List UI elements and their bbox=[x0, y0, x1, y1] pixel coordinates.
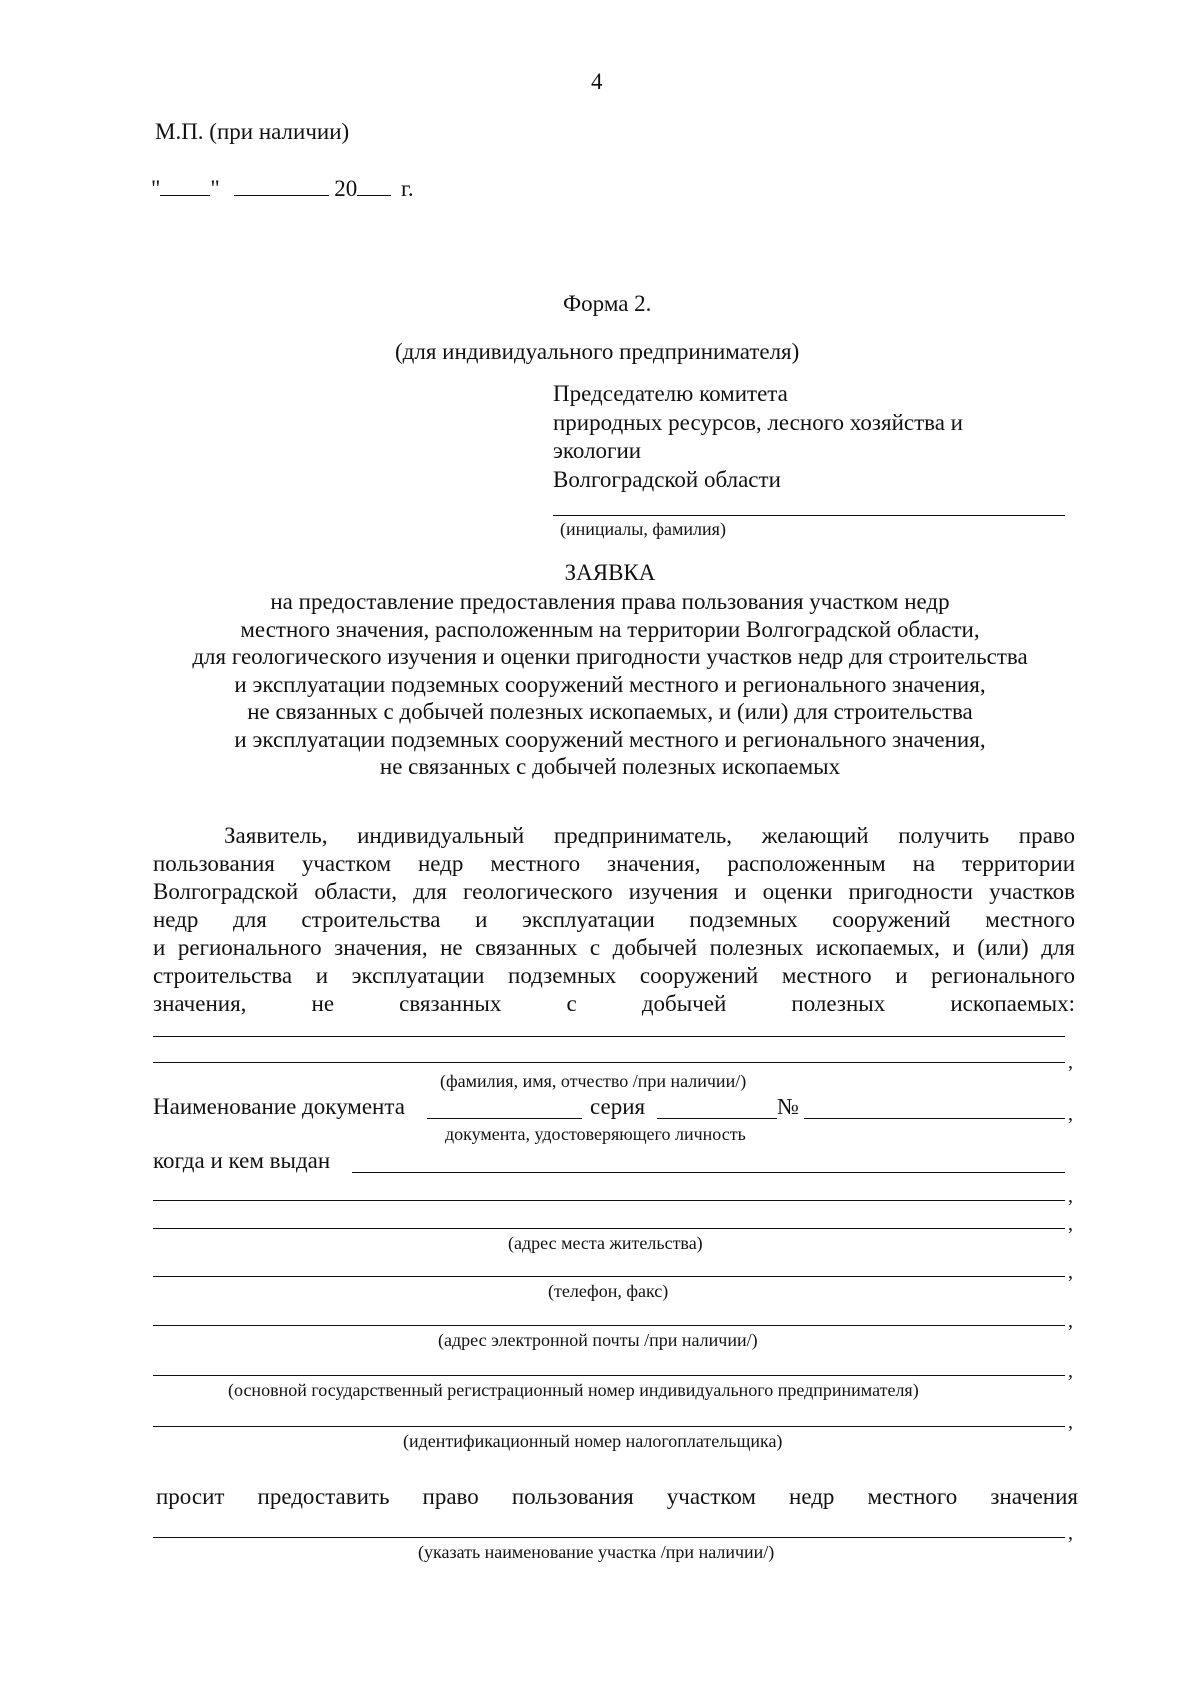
email-caption: (адрес электронной почты /при наличии/) bbox=[438, 1330, 758, 1350]
body-line-1: Заявитель, индивидуальный предприниматель, желающий получить право bbox=[224, 823, 1075, 848]
year-blank[interactable] bbox=[357, 175, 391, 196]
request-line: просит предоставить право пользования участком недр местного значения bbox=[156, 1484, 1078, 1509]
inn-comma: , bbox=[1068, 1411, 1073, 1433]
phone-caption: (телефон, факс) bbox=[548, 1281, 669, 1301]
phone-comma: , bbox=[1068, 1261, 1073, 1283]
issued-label: когда и кем выдан bbox=[153, 1148, 331, 1173]
date-quote-close: " bbox=[210, 176, 220, 201]
addressee-caption: (инициалы, фамилия) bbox=[560, 519, 726, 539]
site-caption: (указать наименование участка /при наличии/) bbox=[418, 1542, 775, 1562]
application-title bbox=[140, 588, 1080, 781]
fio-blank-1[interactable] bbox=[153, 1036, 1065, 1037]
body-line-5: и регионального значения, не связанных с добычей полезных ископаемых, и (или) для bbox=[153, 935, 1075, 960]
form-subtitle: (для индивидуального предпринимателя) bbox=[395, 339, 800, 364]
address-caption: (адрес места жительства) bbox=[508, 1233, 703, 1253]
title-line-6: и эксплуатации подземных сооружений местного и регионального значения, bbox=[234, 726, 986, 752]
body-line-7: значения, не связанных с добычей полезных ископаемых: bbox=[153, 991, 1075, 1016]
addressee-line-2: природных ресурсов, лесного хозяйства и bbox=[553, 409, 963, 435]
application-heading: ЗАЯВКА bbox=[564, 560, 656, 585]
doc-caption: документа, удостоверяющего личность bbox=[445, 1124, 746, 1144]
form-title: Форма 2. bbox=[563, 291, 652, 316]
body-paragraph bbox=[153, 822, 1075, 1018]
body-line-4: недр для строительства и эксплуатации подземных сооружений местного bbox=[153, 907, 1075, 932]
ogrnip-blank[interactable] bbox=[153, 1375, 1065, 1376]
date-quote-open: " bbox=[151, 176, 161, 201]
email-blank[interactable] bbox=[153, 1325, 1065, 1326]
site-blank[interactable] bbox=[153, 1537, 1065, 1538]
inn-blank[interactable] bbox=[153, 1426, 1065, 1427]
addressee-line-4: Волгоградской области bbox=[553, 466, 781, 492]
series-blank[interactable] bbox=[657, 1118, 777, 1119]
inn-caption: (идентификационный номер налогоплательщика) bbox=[403, 1431, 783, 1451]
fio-caption: (фамилия, имя, отчество /при наличии/) bbox=[440, 1071, 747, 1091]
title-line-2: местного значения, расположенным на территории Волгоградской области, bbox=[240, 616, 980, 642]
number-label: № bbox=[777, 1094, 799, 1119]
body-line-6: строительства и эксплуатации подземных сооружений местного и регионального bbox=[153, 963, 1075, 988]
title-line-4: и эксплуатации подземных сооружений местного и регионального значения, bbox=[234, 671, 986, 697]
year-prefix: 20 bbox=[334, 176, 358, 201]
title-line-5: не связанных с добычей полезных ископаемых, и (или) для строительства bbox=[247, 699, 973, 724]
addressee-name-blank[interactable] bbox=[553, 515, 1065, 516]
fio-blank-2[interactable] bbox=[153, 1062, 1065, 1063]
issued-comma-2: , bbox=[1068, 1213, 1073, 1235]
title-line-7: не связанных с добычей полезных ископаемых bbox=[379, 754, 841, 779]
date-line bbox=[151, 175, 414, 203]
doc-name-blank[interactable] bbox=[427, 1118, 582, 1119]
doc-comma: , bbox=[1068, 1103, 1073, 1125]
email-comma: , bbox=[1068, 1310, 1073, 1332]
addressee-line-1: Председателю комитета bbox=[553, 381, 788, 406]
site-comma: , bbox=[1068, 1522, 1073, 1544]
day-blank[interactable] bbox=[160, 175, 210, 196]
issued-comma-1: , bbox=[1068, 1185, 1073, 1207]
body-line-3: Волгоградской области, для геологического изучения и оценки пригодности участков bbox=[153, 879, 1075, 904]
issued-blank-2[interactable] bbox=[153, 1200, 1065, 1201]
address-blank[interactable] bbox=[153, 1228, 1065, 1229]
ogrnip-caption: (основной государственный регистрационный номер индивидуального предпринимателя) bbox=[228, 1380, 919, 1400]
fio-comma: , bbox=[1068, 1051, 1073, 1073]
stamp-line: М.П. (при наличии) bbox=[155, 119, 350, 144]
year-suffix: г. bbox=[401, 176, 414, 201]
month-blank[interactable] bbox=[234, 175, 329, 196]
series-label: серия bbox=[590, 1094, 646, 1119]
title-line-1: на предоставление предоставления права пользования участком недр bbox=[270, 589, 950, 614]
phone-blank[interactable] bbox=[153, 1276, 1065, 1277]
doc-name-label: Наименование документа bbox=[153, 1094, 405, 1119]
addressee-line-3: экологии bbox=[553, 438, 642, 463]
number-blank[interactable] bbox=[804, 1118, 1065, 1119]
page-number: 4 bbox=[591, 69, 603, 94]
issued-blank-1[interactable] bbox=[352, 1172, 1065, 1173]
body-line-2: пользования участком недр местного значения, расположенным на территории bbox=[153, 851, 1075, 876]
addressee-block bbox=[553, 380, 963, 494]
ogrnip-comma: , bbox=[1068, 1360, 1073, 1382]
title-line-3: для геологического изучения и оценки пригодности участков недр для строительства bbox=[192, 644, 1028, 669]
